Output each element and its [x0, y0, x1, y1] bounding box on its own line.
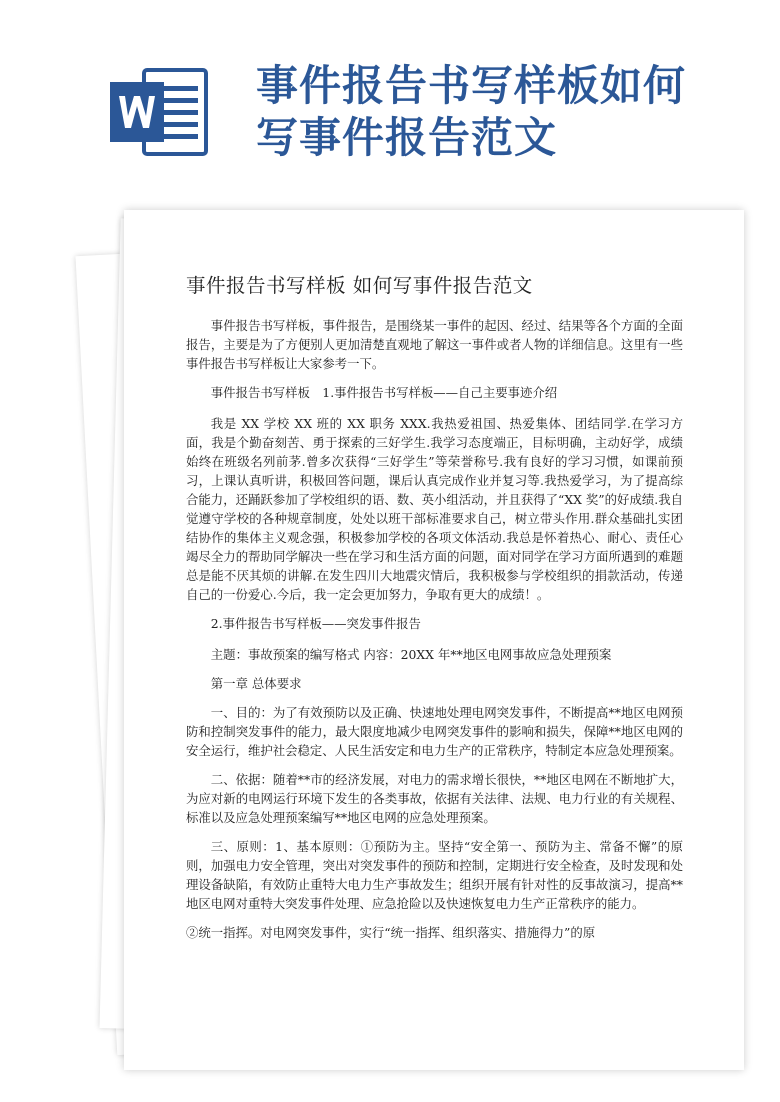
- body-paragraph: 一、目的：为了有效预防以及正确、快速地处理电网突发事件，不断提高**地区电网预防和控制突发事件的能力，最大限度地减少电网突发事件的影响和损失，保障**地区电网的安全运行，维护社会稳定、人民生活安定和电力生产的正常秩序，特制定本应急处理预案。: [186, 705, 683, 758]
- title-line-2: 写事件报告范文: [256, 113, 558, 162]
- section-heading-2: 2.事件报告书写样板——突发事件报告: [210, 616, 421, 631]
- body-paragraph: 我是 XX 学校 XX 班的 XX 职务 XXX.我热爱祖国、热爱集体、团结同学.在学习方面，我是个勤奋刻苦、勇于探索的三好学生.我学习态度端正，目标明确，主动好学，成绩始终在班级名列前茅.曾多次获得“三好学生”等荣誉称号.我有良好的学习习惯，如课前预习，上课认真听讲，积极回答问题，课后认真完成作业并复习等.我热爱学习，为了提高综合能力，还踊跃参加了学校组织的语、数、英小组活动，并且获得了“XX 奖”的好成绩.我自觉遵守学校的各种规章制度，处处以班干部标准要求自己，树立带头作用.群众基础扎实团结协作的集体主义观念强，积极参加学校的各项文体活动.我总是怀着热心、耐心、责任心竭尽全力的帮助同学解决一些在学习和生活方面的问题，面对同学在学习方面所遇到的难题总是能不厌其烦的讲解.在发生四川大地震灾情后，我积极参与学校组织的捐款活动，传递自己的一份爱心.今后，我一定会更加努力，争取有更大的成绩！。: [186, 416, 683, 602]
- body-paragraph: 三、原则：1、基本原则：①预防为主。坚持“安全第一、预防为主、常备不懈”的原则，加强电力安全管理，突出对突发事件的预防和控制，定期进行安全检查，及时发现和处理设备缺陷，有效防止重特大电力生产事故发生；组织开展有针对性的反事故演习，提高**地区电网对重特大突发事件处理、应急抢险以及快速恢复电力生产正常秩序的能力。: [186, 839, 683, 911]
- title-line-1: 事件报告书写样板如何: [256, 61, 687, 110]
- page-title: [256, 60, 756, 164]
- section-heading-1: 事件报告书写样板 1.事件报告书写样板——自己主要事迹介绍: [210, 385, 558, 400]
- body-paragraph: ②统一指挥。对电网突发事件，实行“统一指挥、组织落实、措施得力”的原: [186, 925, 596, 940]
- subject-line: 主题：事故预案的编写格式 内容：20XX 年**地区电网事故应急处理预案: [210, 647, 612, 662]
- chapter-heading: 第一章 总体要求: [210, 676, 302, 691]
- document-title: 事件报告书写样板 如何写事件报告范文: [186, 274, 533, 297]
- word-document-icon: [108, 64, 212, 160]
- header-banner: [0, 0, 780, 205]
- document-page: [124, 210, 744, 1070]
- document-body: [186, 316, 683, 952]
- intro-paragraph: 事件报告书写样板，事件报告，是围绕某一事件的起因、经过、结果等各个方面的全面报告，主要是为了方便别人更加清楚直观地了解这一事件或者人物的详细信息。这里有一些事件报告书写样板让大家参考一下。: [186, 318, 683, 371]
- body-paragraph: 二、依据：随着**市的经济发展，对电力的需求增长很快，**地区电网在不断地扩大，为应对新的电网运行环境下发生的各类事故，依据有关法律、法规、电力行业的有关规程、标准以及应急处理预案编写**地区电网的应急处理预案。: [186, 772, 683, 825]
